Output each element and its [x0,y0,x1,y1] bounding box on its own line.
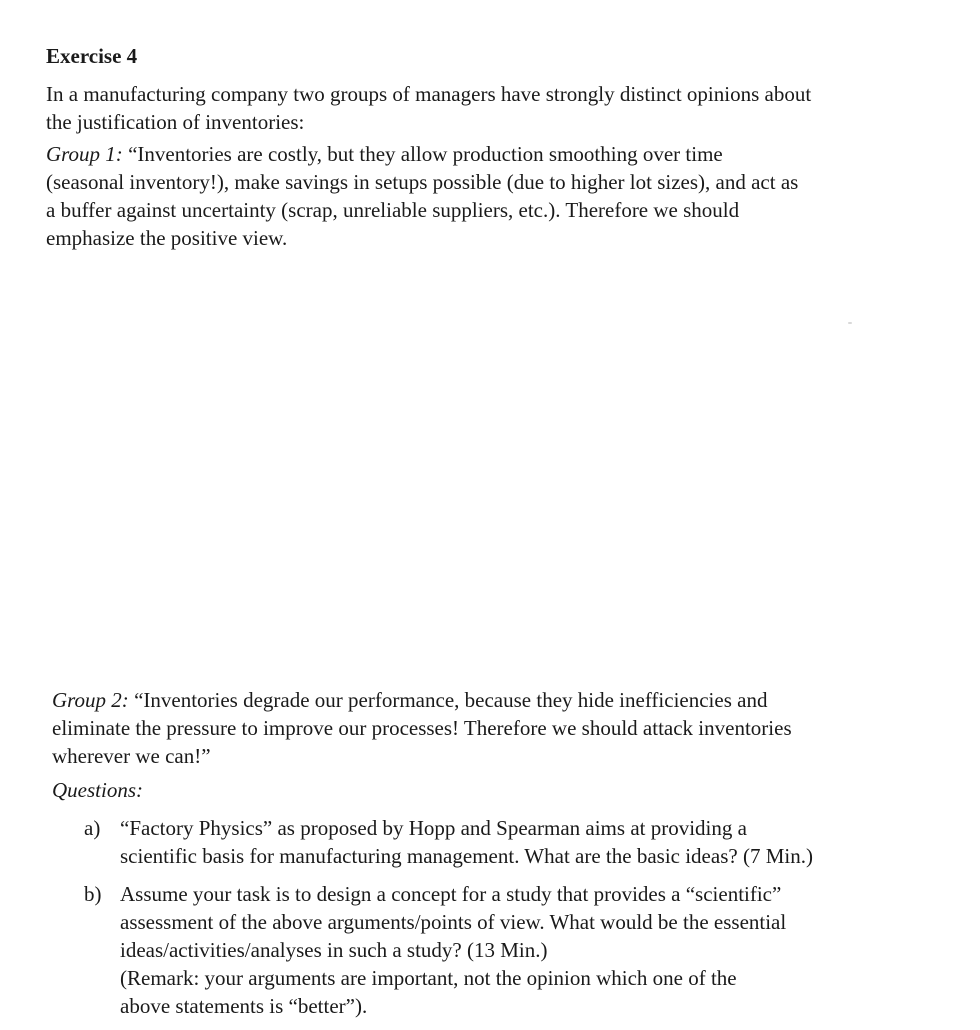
question-line: scientific basis for manufacturing management. What are the basic ideas? (7 Min.) [120,844,813,868]
group1-paragraph [46,140,926,252]
group2-line: eliminate the pressure to improve our processes! Therefore we should attack inventories [52,716,792,740]
question-line: Assume your task is to design a concept for a study that provides a “scientific” [120,882,782,906]
group2-text: “Inventories degrade our performance, because they hide inefficiencies and [128,688,768,712]
group2-label: Group 2: [52,688,129,712]
question-line: (Remark: your arguments are important, not the opinion which one of the [120,966,737,990]
exercise-heading: Exercise 4 [46,44,138,68]
question-marker: b) [84,882,102,906]
group1-line: a buffer against uncertainty (scrap, unreliable suppliers, etc.). Therefore we should [46,198,740,222]
group1-text: “Inventories are costly, but they allow production smoothing over time [122,142,723,166]
intro-line: the justification of inventories: [46,110,305,134]
question-line: ideas/activities/analyses in such a study? (13 Min.) [120,938,548,962]
question-item-b [84,880,904,1020]
group2-paragraph [52,686,932,770]
group2-line [52,686,932,714]
question-marker: a) [84,816,101,840]
group1-line [46,140,926,168]
question-line: above statements is “better”). [120,994,368,1018]
question-line: “Factory Physics” as proposed by Hopp and Spearman aims at providing a [120,816,747,840]
question-line: assessment of the above arguments/points of view. What would be the essential [120,910,787,934]
group1-line: (seasonal inventory!), make savings in setups possible (due to higher lot sizes), and act as [46,170,799,194]
group1-label: Group 1: [46,142,123,166]
group2-line: wherever we can!” [52,744,211,768]
questions-list [84,814,904,1030]
intro-line: In a manufacturing company two groups of managers have strongly distinct opinions about [46,82,812,106]
intro-paragraph [46,80,926,136]
questions-label: Questions: [52,778,143,802]
scan-smudge [848,322,852,324]
group1-line: emphasize the positive view. [46,226,288,250]
question-item-a [84,814,904,870]
